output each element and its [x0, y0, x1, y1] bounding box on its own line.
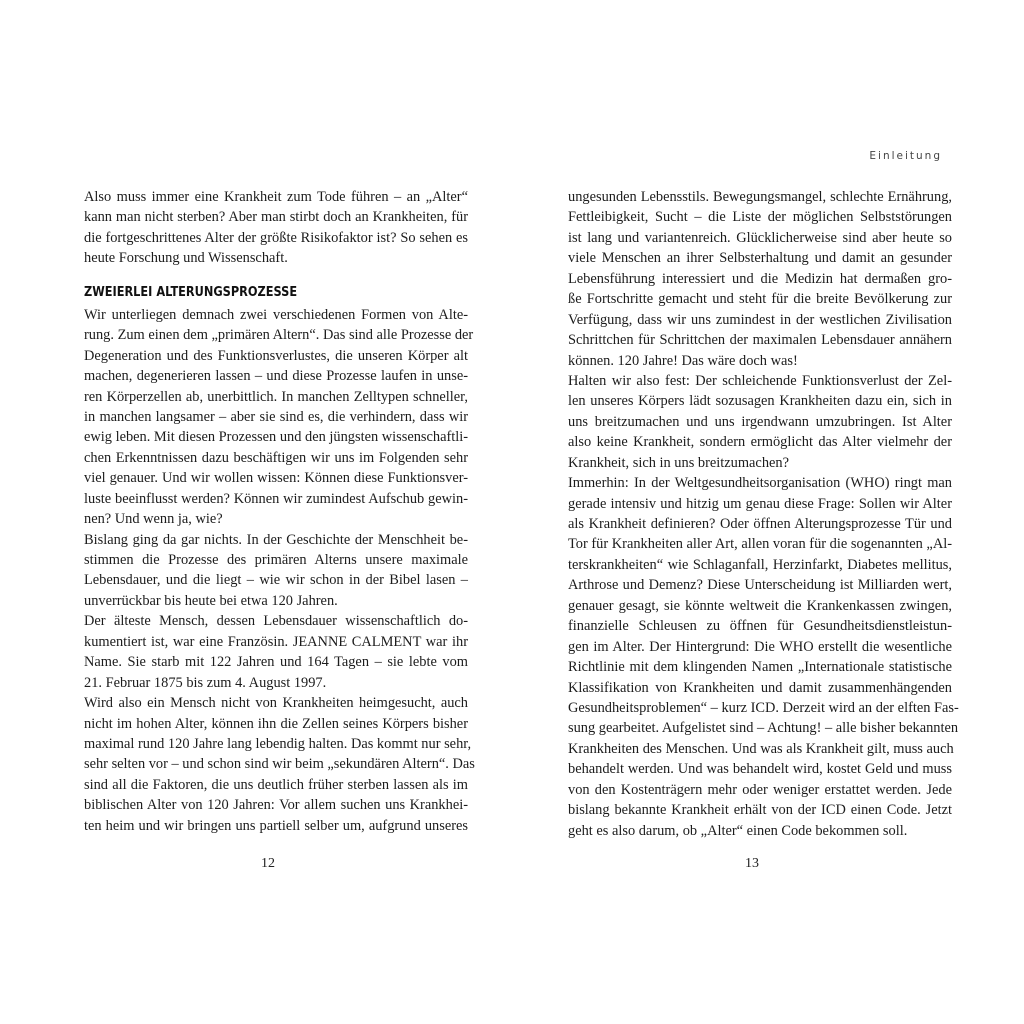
- text-line: Krankheit, sich in uns breitzumachen?: [568, 454, 789, 471]
- text-line: Schrittchen für Schrittchen der maximalen Lebensdauer annähern: [568, 332, 952, 349]
- text-line: Wird also ein Mensch nicht von Krankheiten heimgesucht, auch: [84, 695, 468, 712]
- text-line: bislang bekannte Krankheit erhält von der ICD einen Code. Jetzt: [568, 802, 952, 819]
- text-line: Bislang ging da gar nichts. In der Geschichte der Menschheit be-: [84, 531, 468, 548]
- text-line: terskrankheiten“ wie Schlaganfall, Herzinfarkt, Diabetes mellitus,: [568, 556, 952, 573]
- text-line: geht es also darum, ob „Alter“ einen Code bekommen soll.: [568, 822, 908, 839]
- text-line: gerade intensiv und hitzig um genau diese Frage: Sollen wir Alter: [568, 495, 952, 512]
- text-line: sung gearbeitet. Aufgelistet sind – Achtung! – alle bisher bekannten: [568, 720, 959, 737]
- text-line: luste beeinflusst werden? Können wir zumindest Aufschub gewin-: [84, 490, 468, 507]
- running-header: Einleitung: [869, 150, 942, 162]
- text-line: viel genauer. Und wir wollen wissen: Können diese Funktionsver-: [84, 470, 468, 487]
- text-line: Name. Sie starb mit 122 Jahren und 164 Tagen – sie lebte vom: [84, 654, 468, 671]
- text-line: Also muss immer eine Krankheit zum Tode führen – an „Alter“: [84, 189, 468, 205]
- text-line: Tor für Krankheiten aller Art, allen voran für die sogenannten „Al-: [568, 536, 952, 553]
- left-body-text: [84, 305, 475, 836]
- text-line: Wir unterliegen demnach zwei verschiedenen Formen von Alte-: [84, 306, 468, 323]
- text-line: die fortgeschrittenes Alter der größte Risikofaktor ist? So sehen es: [84, 229, 468, 246]
- text-line: uns breitzumachen und uns irgendwann umzubringen. Ist Alter: [568, 413, 952, 430]
- text-line: Lebensführung interessiert und die Medizin hat dermaßen gro-: [568, 270, 952, 287]
- right-page: [568, 187, 959, 841]
- section-heading: ZWEIERLEI ALTERUNGSPROZESSE: [84, 284, 298, 300]
- text-line: Gesundheitsproblemen“ – kurz ICD. Derzeit wird an der elften Fas-: [568, 699, 959, 716]
- text-line: ewig leben. Mit diesen Prozessen und den jüngsten wissenschaftli-: [84, 429, 469, 446]
- text-line: maximal rund 120 Jahre lang lebendig halten. Das kommt nur sehr,: [84, 735, 472, 752]
- text-line: sehr selten vor – und schon sind wir beim „sekundären Altern“. Das: [84, 756, 475, 773]
- right-body-text: [568, 187, 959, 841]
- text-line: behandelt werden. Und was behandelt wird, kostet Geld und muss: [568, 761, 952, 778]
- text-line: können. 120 Jahre! Das wäre doch was!: [568, 352, 798, 369]
- text-line: Klassifikation von Krankheiten und damit zusammenhängenden: [568, 679, 952, 696]
- text-line: 21. Februar 1875 bis zum 4. August 1997.: [84, 674, 327, 691]
- text-line: von den Kostenträgern mehr oder weniger erstattet werden. Jede: [568, 781, 952, 798]
- text-line: chen Erkenntnissen dazu beschäftigen wir uns im Folgenden sehr: [84, 449, 468, 466]
- text-line: Lebensdauer, und die liegt – wie wir schon in der Bibel lasen –: [84, 572, 468, 589]
- page-number-right: 13: [745, 856, 759, 871]
- text-line: stimmen die Prozesse des primären Alterns unsere maximale: [84, 552, 468, 568]
- text-line: ungesunden Lebensstils. Bewegungsmangel, schlechte Ernährung,: [568, 189, 952, 205]
- text-line: Arthrose und Demenz? Diese Unterscheidung ist Milliarden wert,: [568, 577, 952, 594]
- text-line: also keine Krankheit, sondern ermöglicht das Alter vielmehr der: [568, 434, 952, 451]
- text-line: kumentiert ist, war eine Französin. JEANNE CALMENT war ihr: [84, 633, 468, 650]
- text-line: machen, degenerieren lassen – und diese Prozesse laufen in unse-: [84, 368, 468, 385]
- text-line: rung. Zum einen dem „primären Altern“. Das sind alle Prozesse der: [84, 327, 474, 344]
- text-line: Degeneration und des Funktionsverlustes, die unseren Körper alt: [84, 347, 468, 364]
- text-line: kann man nicht sterben? Aber man stirbt doch an Krankheiten, für: [84, 209, 468, 226]
- text-line: nen? Und wenn ja, wie?: [84, 511, 223, 528]
- text-line: genauer gesagt, sie könnte weltweit die Krankenkassen zwingen,: [568, 597, 952, 614]
- text-line: ist lang und variantenreich. Glücklicherweise sind aber heute so: [568, 229, 952, 246]
- text-line: ten heim und wir bringen uns partiell selber um, aufgrund unseres: [84, 817, 468, 834]
- text-line: Richtlinie mit dem klingenden Namen „Internationale statistische: [568, 659, 952, 676]
- text-line: Verfügung, dass wir uns zumindest in der westlichen Zivilisation: [568, 311, 952, 328]
- text-line: len unseres Körpers lädt sozusagen Krankheiten dazu ein, sich in: [568, 393, 952, 410]
- text-line: biblischen Alter von 120 Jahren: Vor allem suchen uns Krankhei-: [84, 797, 468, 814]
- text-line: ße Fortschritte gemacht und steht für die breite Bevölkerung zur: [568, 291, 952, 308]
- text-line: Der älteste Mensch, dessen Lebensdauer wissenschaftlich do-: [84, 613, 468, 630]
- text-line: sind all die Faktoren, die uns deutlich früher sterben lassen als im: [84, 776, 468, 793]
- text-line: als Krankheit definieren? Oder öffnen Alterungsprozesse Tür und: [568, 516, 952, 532]
- text-line: Krankheiten des Menschen. Und was als Krankheit gilt, muss auch: [568, 740, 954, 757]
- text-line: finanzielle Schleusen zu öffnen für Gesundheitsdienstleistun-: [568, 618, 952, 635]
- text-line: Fettleibigkeit, Sucht – die Liste der möglichen Selbststörungen: [568, 209, 952, 226]
- text-line: Immerhin: In der Weltgesundheitsorganisation (WHO) ringt man: [568, 475, 952, 492]
- text-line: heute Forschung und Wissenschaft.: [84, 250, 288, 267]
- text-line: Halten wir also fest: Der schleichende Funktionsverlust der Zel-: [568, 372, 952, 389]
- text-line: in manchen langsamer – aber sie sind es, die verhindern, dass wir: [84, 408, 468, 425]
- text-line: gen im Alter. Der Hintergrund: Die WHO erstellt die wesentliche: [568, 638, 952, 655]
- left-page: [84, 187, 475, 836]
- text-line: nicht im hohen Alter, können ihn die Zellen seines Körpers bisher: [84, 715, 468, 732]
- text-line: unverrückbar bis heute bei etwa 120 Jahren.: [84, 592, 338, 609]
- section-gap: [84, 269, 468, 281]
- text-line: viele Menschen an ihrer Selbsterhaltung und damit an gesunder: [568, 250, 952, 267]
- left-intro-paragraph: [84, 187, 468, 269]
- text-line: ren Körperzellen ab, unerbittlich. In manchen Zelltypen schneller,: [84, 388, 468, 405]
- page-number-left: 12: [261, 856, 275, 871]
